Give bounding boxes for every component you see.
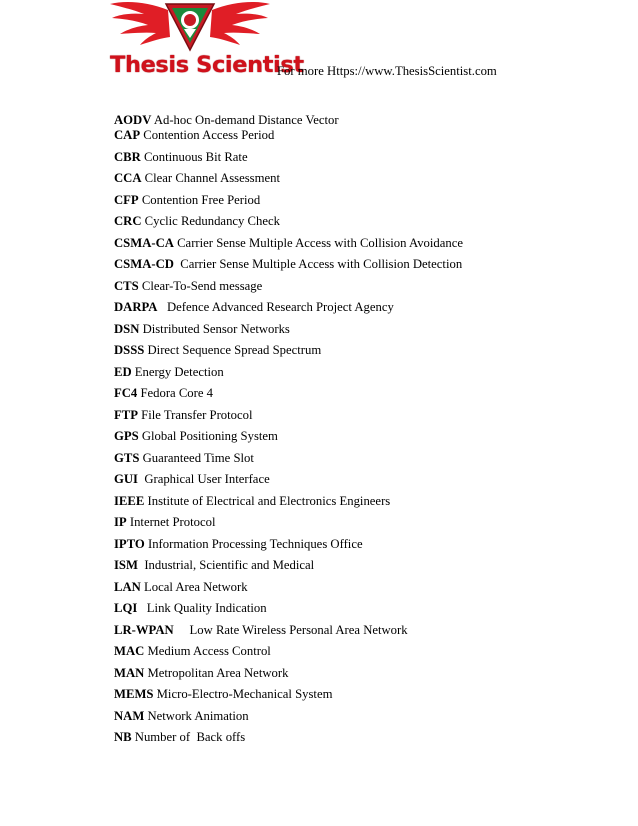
list-item	[114, 193, 260, 208]
expansion: Information Processing Techniques Office	[144, 537, 363, 551]
list-item	[114, 580, 248, 595]
expansion: Ad-hoc On-demand Distance Vector	[151, 113, 339, 127]
expansion: Local Area Network	[140, 580, 248, 594]
list-item	[114, 730, 245, 745]
abbreviation: MAC	[114, 644, 145, 658]
abbreviation: ISM	[114, 558, 138, 572]
expansion: Metropolitan Area Network	[144, 666, 289, 680]
list-item	[114, 558, 314, 573]
abbreviation: CAP	[114, 128, 141, 142]
expansion: Energy Detection	[131, 365, 224, 379]
expansion: Industrial, Scientific and Medical	[137, 558, 315, 572]
abbreviation: CRC	[114, 214, 142, 228]
abbreviation: AODV	[114, 113, 152, 127]
expansion: Carrier Sense Multiple Access with Collision Detection	[173, 257, 463, 271]
expansion: File Transfer Protocol	[137, 408, 253, 422]
expansion: Carrier Sense Multiple Access with Collision Avoidance	[173, 236, 463, 250]
list-item	[114, 623, 408, 638]
expansion: Low Rate Wireless Personal Area Network	[173, 623, 408, 637]
abbreviation: LQI	[114, 601, 138, 615]
list-item	[114, 601, 267, 616]
abbreviation: GPS	[114, 429, 139, 443]
expansion: Continuous Bit Rate	[140, 150, 248, 164]
abbreviation: GTS	[114, 451, 140, 465]
expansion: Guaranteed Time Slot	[139, 451, 254, 465]
list-item	[114, 709, 249, 724]
expansion: Clear Channel Assessment	[141, 171, 280, 185]
abbreviation: CSMA-CA	[114, 236, 174, 250]
list-item	[114, 666, 288, 681]
winged-shield-logo-icon	[108, 0, 273, 56]
expansion: Number of Back offs	[131, 730, 246, 744]
list-item	[114, 279, 262, 294]
expansion: Global Positioning System	[138, 429, 278, 443]
list-item	[114, 322, 290, 337]
expansion: Contention Access Period	[140, 128, 275, 142]
abbreviation: IPTO	[114, 537, 145, 551]
abbreviation: CTS	[114, 279, 139, 293]
abbreviation: CFP	[114, 193, 139, 207]
abbreviation: GUI	[114, 472, 138, 486]
expansion: Link Quality Indication	[137, 601, 267, 615]
list-item	[114, 451, 254, 466]
expansion: Clear-To-Send message	[138, 279, 263, 293]
abbreviation: DSN	[114, 322, 140, 336]
expansion: Graphical User Interface	[137, 472, 270, 486]
expansion: Network Animation	[144, 709, 249, 723]
abbreviation: MAN	[114, 666, 145, 680]
list-item	[114, 150, 248, 165]
abbreviation: DSSS	[114, 343, 145, 357]
expansion: Cyclic Redundancy Check	[141, 214, 280, 228]
logo	[108, 0, 304, 90]
list-item	[114, 644, 271, 659]
abbreviation: LAN	[114, 580, 141, 594]
list-item	[114, 113, 339, 128]
abbreviation: MEMS	[114, 687, 154, 701]
expansion: Fedora Core 4	[137, 386, 214, 400]
list-item	[114, 537, 363, 552]
brand-name: Thesis Scientist	[110, 52, 304, 78]
page-header	[0, 0, 638, 92]
abbreviation: NAM	[114, 709, 145, 723]
list-item	[114, 343, 321, 358]
website-link[interactable]: For more Https://www.ThesisScientist.com	[277, 64, 497, 78]
expansion: Medium Access Control	[144, 644, 271, 658]
list-item	[114, 515, 215, 530]
list-item	[114, 128, 274, 143]
list-item	[114, 365, 224, 380]
list-item	[114, 386, 213, 401]
abbreviation: CCA	[114, 171, 142, 185]
list-item	[114, 429, 278, 444]
list-item	[114, 687, 332, 702]
expansion: Contention Free Period	[138, 193, 261, 207]
abbreviation: NB	[114, 730, 132, 744]
abbreviation: IP	[114, 515, 127, 529]
expansion: Distributed Sensor Networks	[139, 322, 290, 336]
abbreviation: DARPA	[114, 300, 158, 314]
abbreviation: ED	[114, 365, 132, 379]
abbreviation: LR-WPAN	[114, 623, 174, 637]
expansion: Micro-Electro-Mechanical System	[153, 687, 333, 701]
abbreviation: CSMA-CD	[114, 257, 174, 271]
list-item	[114, 472, 270, 487]
expansion: Institute of Electrical and Electronics Engineers	[144, 494, 391, 508]
expansion: Direct Sequence Spread Spectrum	[144, 343, 322, 357]
list-item	[114, 408, 253, 423]
list-item	[114, 214, 280, 229]
list-item	[114, 494, 390, 509]
list-item	[114, 171, 280, 186]
expansion: Internet Protocol	[126, 515, 216, 529]
expansion: Defence Advanced Research Project Agency	[157, 300, 394, 314]
abbreviation: FC4	[114, 386, 138, 400]
abbreviation: CBR	[114, 150, 141, 164]
list-item	[114, 236, 463, 251]
abbreviation: FTP	[114, 408, 138, 422]
list-item	[114, 257, 462, 272]
list-item	[114, 300, 394, 315]
abbreviation: IEEE	[114, 494, 145, 508]
